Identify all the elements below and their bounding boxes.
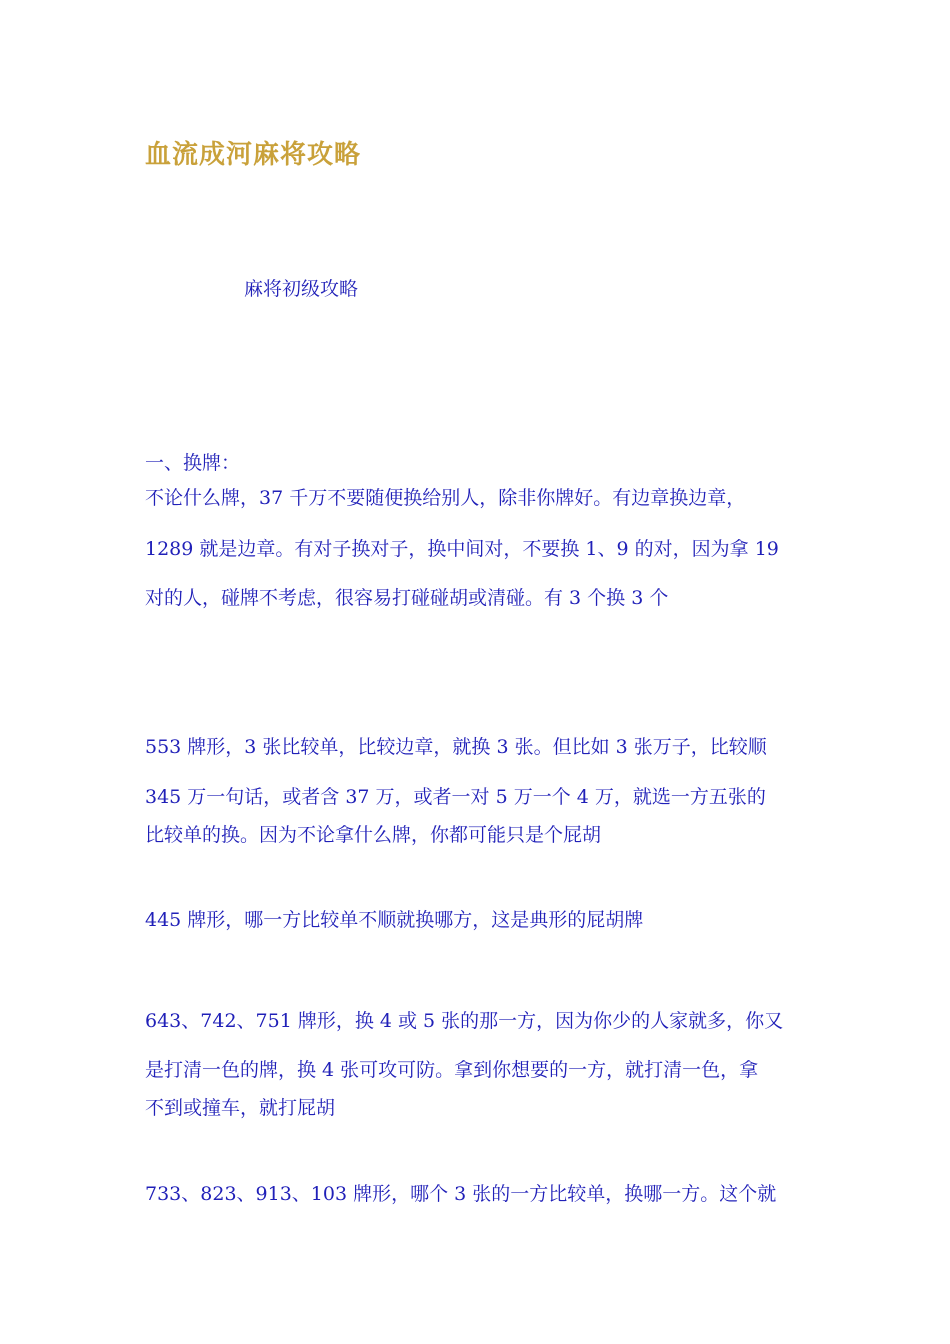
paragraph-line: 是打清一色的牌，换 4 张可攻可防。拿到你想要的一方，就打清一色，拿 — [145, 1059, 759, 1081]
paragraph-line: 对的人，碰牌不考虑，很容易打碰碰胡或清碰。有 3 个换 3 个 — [145, 587, 669, 609]
paragraph-line: 不论什么牌，37 千万不要随便换给别人，除非你牌好。有边章换边章， — [145, 487, 746, 509]
paragraph-line: 445 牌形，哪一方比较单不顺就换哪方，这是典形的屁胡牌 — [145, 909, 644, 931]
paragraph-line: 1289 就是边章。有对子换对子，换中间对，不要换 1、9 的对，因为拿 19 — [145, 538, 779, 560]
paragraph-line: 345 万一句话，或者含 37 万，或者一对 5 万一个 4 万，就选一方五张的 — [145, 786, 766, 808]
document-title: 血流成河麻将攻略 — [145, 140, 362, 170]
section-heading: 一、换牌： — [145, 452, 241, 474]
paragraph-line: 不到或撞车，就打屁胡 — [145, 1097, 336, 1119]
paragraph-line: 553 牌形，3 张比较单，比较边章，就换 3 张。但比如 3 张万子，比较顺 — [145, 736, 767, 758]
document-subtitle: 麻将初级攻略 — [244, 278, 359, 300]
paragraph-line: 643、742、751 牌形，换 4 或 5 张的那一方，因为你少的人家就多，你又 — [145, 1010, 784, 1032]
paragraph-line: 比较单的换。因为不论拿什么牌，你都可能只是个屁胡 — [145, 824, 602, 846]
paragraph-line: 733、823、913、103 牌形，哪个 3 张的一方比较单，换哪一方。这个就 — [145, 1183, 777, 1205]
